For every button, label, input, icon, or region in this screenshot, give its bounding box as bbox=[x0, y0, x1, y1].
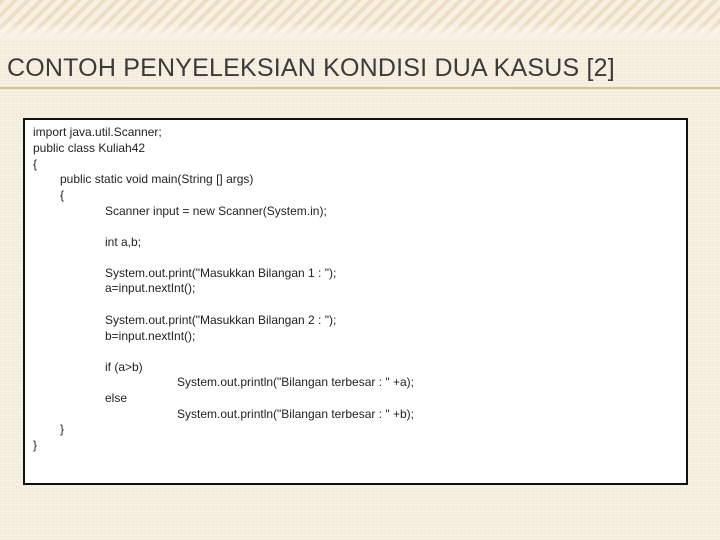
code-line-read-b: b=input.nextInt(); bbox=[105, 329, 196, 343]
code-line-main-method: public static void main(String [] args) bbox=[60, 172, 254, 186]
code-line-else: else bbox=[105, 391, 128, 405]
code-line-print-result-b: System.out.println("Bilangan terbesar : " +b); bbox=[177, 407, 414, 421]
code-line-scanner-init: Scanner input = new Scanner(System.in); bbox=[105, 204, 327, 218]
code-line-class-open-brace: { bbox=[33, 157, 38, 171]
code-line-main-open-brace: { bbox=[60, 188, 65, 202]
slide-title: CONTOH PENYELEKSIAN KONDISI DUA KASUS [2] bbox=[7, 54, 615, 82]
code-line-print-prompt-2: System.out.print("Masukkan Bilangan 2 : "); bbox=[105, 313, 337, 327]
code-line-declare-ab: int a,b; bbox=[105, 235, 142, 249]
code-line-print-prompt-1: System.out.print("Masukkan Bilangan 1 : "); bbox=[105, 266, 337, 280]
code-line-import: import java.util.Scanner; bbox=[33, 125, 162, 139]
code-block bbox=[23, 118, 688, 485]
code-line-read-a: a=input.nextInt(); bbox=[105, 281, 196, 295]
code-line-main-close-brace: } bbox=[60, 422, 65, 436]
code-line-class-close-brace: } bbox=[33, 438, 38, 452]
code-line-print-result-a: System.out.println("Bilangan terbesar : " +a); bbox=[177, 375, 414, 389]
decorative-stripe-pattern bbox=[0, 0, 720, 40]
title-divider bbox=[0, 87, 720, 89]
code-line-if-condition: if (a>b) bbox=[105, 360, 143, 374]
code-line-class-declaration: public class Kuliah42 bbox=[33, 141, 146, 155]
